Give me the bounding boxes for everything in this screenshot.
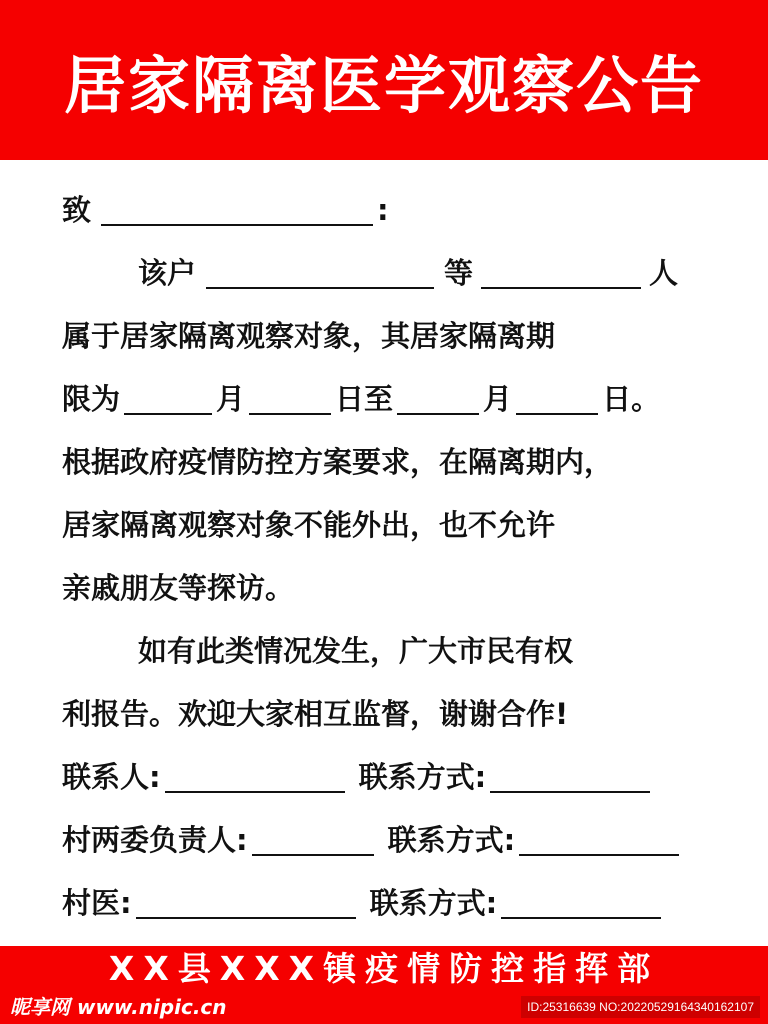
household-line xyxy=(62,241,710,304)
contact-label: 联系人: xyxy=(62,759,161,794)
period-line xyxy=(62,367,710,430)
phone-label: 联系方式: xyxy=(387,822,516,857)
month-label: 月 xyxy=(483,381,513,416)
day-to-label: 日至 xyxy=(335,381,394,416)
page-title: 居家隔离医学观察公告 xyxy=(63,48,704,122)
phone-label: 联系方式: xyxy=(369,885,498,920)
body-line: 利报告。欢迎大家相互监督，谢谢合作! xyxy=(62,696,569,731)
people-label: 人 xyxy=(649,255,679,290)
contact-row xyxy=(62,745,710,808)
colon: : xyxy=(377,192,389,227)
title-banner xyxy=(0,0,768,160)
contact-label: 村两委负责人: xyxy=(62,822,248,857)
to-label: 致 xyxy=(62,192,92,227)
count-blank xyxy=(481,257,641,289)
watermark: 昵享网 www.nipic.cn xyxy=(10,995,227,1019)
contact-blank xyxy=(136,887,356,919)
image-id: ID:25316639 NO:20220529164340162107 xyxy=(521,996,760,1018)
day-label: 日。 xyxy=(602,381,661,416)
etc-label: 等 xyxy=(444,255,474,290)
body-line: 居家隔离观察对象不能外出，也不允许 xyxy=(62,507,556,542)
addressee-line xyxy=(62,178,710,241)
addressee-blank xyxy=(101,194,373,226)
contact-label: 村医: xyxy=(62,885,132,920)
issuer: XX县XXX镇疫情防控指挥部 xyxy=(108,949,660,988)
end-month-blank xyxy=(397,383,479,415)
month-label: 月 xyxy=(216,381,246,416)
end-day-blank xyxy=(516,383,598,415)
household-label: 该户 xyxy=(138,255,197,290)
body-line: 属于居家隔离观察对象，其居家隔离期 xyxy=(62,318,556,353)
phone-blank xyxy=(519,824,679,856)
contact-row xyxy=(62,808,710,871)
start-month-blank xyxy=(124,383,212,415)
start-day-blank xyxy=(249,383,331,415)
body-line: 如有此类情况发生，广大市民有权 xyxy=(138,633,574,668)
phone-blank xyxy=(501,887,661,919)
phone-label: 联系方式: xyxy=(358,759,487,794)
phone-blank xyxy=(490,761,650,793)
period-label: 限为 xyxy=(62,381,121,416)
body-line: 根据政府疫情防控方案要求，在隔离期内， xyxy=(62,444,614,479)
household-blank xyxy=(206,257,434,289)
contact-row xyxy=(62,871,710,934)
body-line: 亲戚朋友等探访。 xyxy=(62,570,295,605)
contact-blank xyxy=(165,761,345,793)
notice-body xyxy=(62,178,710,934)
contact-blank xyxy=(252,824,374,856)
